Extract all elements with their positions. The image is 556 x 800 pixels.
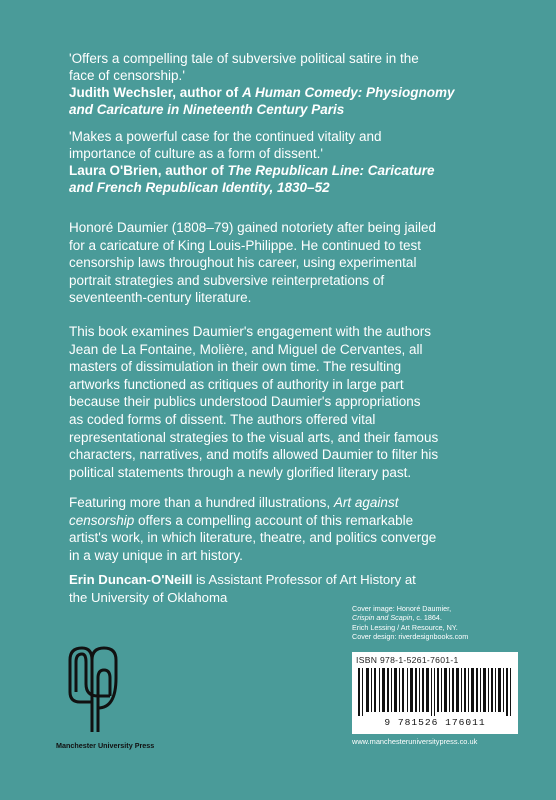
p2-line: This book examines Daumier's engagement with the authors <box>69 324 432 339</box>
p2-line: because their publics understood Daumier's appropriations <box>69 394 421 410</box>
quote-author-2: Laura O'Brien <box>69 163 158 178</box>
p2-line: political statements through a newly glorified literary past. <box>69 464 412 480</box>
publisher-website: www.manchesteruniversitypress.co.uk <box>352 737 478 746</box>
isbn-barcode <box>352 652 518 734</box>
description-paragraph-1 <box>69 219 491 307</box>
quote-text-1b: face of censorship.' <box>69 68 185 83</box>
review-quote-2 <box>69 128 489 196</box>
p3-book-title-b: censorship <box>69 512 135 528</box>
credit-line-2 <box>352 613 532 622</box>
p2-line: masters of dissimulation in their own time. The resulting <box>69 359 402 375</box>
p3-line-1 <box>69 494 491 512</box>
barcode-digits: 9 781526 176011 <box>384 717 486 728</box>
p3-prefix: Featuring more than a hundred illustrations, <box>69 495 334 510</box>
quote-attribution-1 <box>69 84 489 101</box>
p3-rest: offers a compelling account of this remarkable <box>134 512 414 528</box>
p3-line-3: artist's work, in which literature, theatre, and politics converge <box>69 530 437 546</box>
author-name: Erin Duncan-O'Neill <box>69 572 193 587</box>
quote-author-1: Judith Wechsler <box>69 85 173 100</box>
credit-line-3: Erich Lessing / Art Resource, NY. <box>352 622 458 632</box>
description-paragraph-3 <box>69 494 491 564</box>
credit-line-1: Cover image: Honoré Daumier, <box>352 604 452 613</box>
author-bio-line-2: the University of Oklahoma <box>69 589 228 605</box>
quote-work-line-1 <box>69 101 489 118</box>
author-bio <box>69 571 489 606</box>
publisher-name: Manchester University Press <box>56 741 155 750</box>
quote-author-suffix-2: , author of <box>157 163 228 178</box>
isbn-label: ISBN 978-1-5261-7601-1 <box>356 655 459 665</box>
p3-line-2 <box>69 512 491 530</box>
p1-line: portrait strategies and subversive reinterpretations of <box>69 272 385 288</box>
credit-date: , c. 1864. <box>412 613 442 623</box>
quote-text-1a: 'Offers a compelling tale of subversive political satire in the <box>69 51 419 66</box>
p2-line: characters, narratives, and motifs allowed Daumier to filter his <box>69 447 439 463</box>
quote-author-suffix-1: , author of <box>172 85 243 100</box>
p3-line-4: in a way unique in art history. <box>69 547 243 563</box>
description-paragraph-2 <box>69 323 491 481</box>
p1-line: Honoré Daumier (1808–79) gained notoriety after being jailed <box>69 220 436 235</box>
p1-line: for a caricature of King Louis-Philippe. He continued to test <box>69 237 421 253</box>
quote-work-line-2 <box>69 179 489 196</box>
author-bio-line-1 <box>69 571 489 589</box>
p2-line: Jean de La Fontaine, Molière, and Miguel de Cervantes, all <box>69 341 423 357</box>
p3-book-title-a: Art against <box>333 495 399 510</box>
p2-line: representational strategies to the visual arts, and their famous <box>69 429 439 445</box>
quote-work-2a: The Republican Line: Caricature <box>227 163 435 178</box>
barcode-bars-icon <box>358 668 512 716</box>
quote-work-1b: and Caricature in Nineteenth Century Paris <box>69 102 345 117</box>
quote-work-2b: and French Republican Identity, 1830–52 <box>69 180 330 195</box>
mup-logo-icon <box>62 638 130 738</box>
quote-work-1a: A Human Comedy: Physiognomy <box>242 85 455 100</box>
credit-line-4: Cover design: riverdesignbooks.com <box>352 632 469 642</box>
p1-line: seventeenth-century literature. <box>69 290 252 306</box>
quote-text-2b: importance of culture as a form of dissent.' <box>69 146 323 161</box>
cover-credits <box>352 604 532 642</box>
quote-attribution-2 <box>69 162 489 179</box>
credit-artwork-title: Crispin and Scapin <box>352 613 413 623</box>
author-bio-rest: is Assistant Professor of Art History at <box>192 572 416 587</box>
review-quote-1 <box>69 50 489 118</box>
p1-line: censorship laws throughout his career, using experimental <box>69 255 417 271</box>
quote-text-2a: 'Makes a powerful case for the continued vitality and <box>69 129 382 144</box>
p2-line: artworks functioned as critiques of authority in large part <box>69 376 404 392</box>
p2-line: as coded forms of dissent. The authors offered vital <box>69 411 376 427</box>
